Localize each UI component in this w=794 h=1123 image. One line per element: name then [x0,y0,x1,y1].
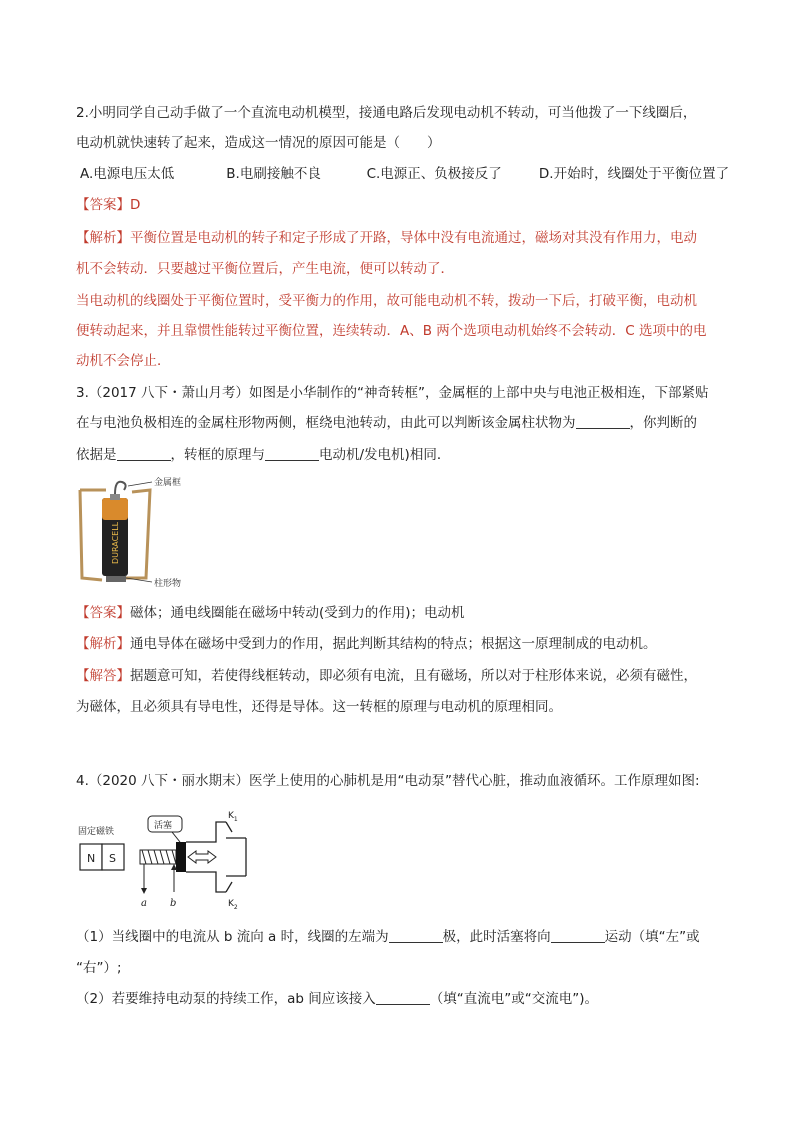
q3-stem-line1: 3.（2017 八下・萧山月考）如图是小华制作的“神奇转框”，金属框的上部中央与电池正极相连，下部紧贴 [76,385,709,401]
q3-solution-text: 据题意可知，若使得线框转动，即必须有电流，且有磁场，所以对于柱形体来说，必须有磁性， [130,668,697,684]
q4-sub1-line1 [76,922,726,952]
cylinder-label: 柱形物 [154,579,182,589]
q2-analysis-line3: 当电动机的线圈处于平衡位置时，受平衡力的作用，故可能电动机不转，拨动一下后，打破平衡，电动机 [76,293,697,309]
q3-stem-line2 [76,408,726,438]
q2-option-c: C.电源正、负极接反了 [366,166,502,182]
q2-analysis-line4: 便转动起来，并且靠惯性能转过平衡位置，连续转动．A、B 两个选项电动机始终不会转动．C 选项中的电 [76,323,707,339]
q3-blank-3[interactable] [265,446,319,461]
q2-answer-value: D [130,197,141,213]
solution-tag: 【解答】 [76,668,130,684]
piston-label: 活塞 [154,821,173,831]
analysis-tag: 【解析】 [76,636,130,652]
q4-sub2 [76,984,726,1014]
q2-option-a: A.电源电压太低 [80,166,175,182]
frame-label: 金属框 [154,478,182,488]
q2-answer [76,190,726,220]
q3-analysis-text: 通电导体在磁场中受到力的作用，据此判断其结构的特点；根据这一原理制成的电动机。 [130,636,657,652]
q4-sub1-text: 运动（填“左”或 [604,929,700,945]
q4-sub1-text: 极，此时活塞将向 [442,929,551,945]
q2-option-d: D.开始时，线圈处于平衡位置了 [538,166,730,182]
q4-blank-1[interactable] [389,928,443,943]
q4-sub1-text: （1）当线圈中的电流从 b 流向 a 时，线圈的左端为 [76,929,389,945]
analysis-tag: 【解析】 [76,230,130,246]
q2-analysis-text1: 平衡位置是电动机的转子和定子形成了开路，导体中没有电流通过，磁场对其没有作用力，电动 [130,230,697,246]
q4-sub1-line2: “右”）; [76,960,122,976]
q4-blank-3[interactable] [376,990,430,1005]
valve-k2-label: $K_2$ [228,899,238,911]
q2-analysis-line2: 机不会转动．只要越过平衡位置后，产生电流，便可以转动了． [76,261,454,277]
q3-analysis [76,629,726,659]
q4-figure-electric-pump [76,808,256,912]
q4-stem-line1: 4.（2020 八下・丽水期末）医学上使用的心肺机是用“电动泵”替代心脏，推动血液循环。工作原理如图: [76,773,700,789]
q2-stem-line2: 电动机就快速转了起来，造成这一情况的原因可能是（ ） [76,135,441,151]
q2-options [80,162,729,186]
answer-tag: 【答案】 [76,197,130,213]
q4-sub2-text: （2）若要维持电动泵的持续工作，ab 间应该接入 [76,991,376,1007]
q3-stem-text: 依据是 [76,447,117,463]
q3-solution-line1 [76,661,726,691]
q2-stem-line1: 2.小明同学自己动手做了一个直流电动机模型，接通电路后发现电动机不转动，可当他拨了一下线圈后， [76,105,697,121]
q3-blank-1[interactable] [576,414,630,429]
q4-sub2-text: （填“直流电”或“交流电”)。 [429,991,598,1007]
q3-stem-line3 [76,440,726,470]
q3-stem-text: 电动机/发电机)相同． [319,447,451,463]
battery-label: DURACELL [111,521,120,564]
magnet-s-pole: S [109,852,116,865]
valve-k1-label: $K_1$ [228,811,238,823]
q3-stem-text: ，转框的原理与 [170,447,265,463]
q3-stem-text: ，你判断的 [629,415,697,431]
answer-tag: 【答案】 [76,605,130,621]
q2-option-b: B.电刷接触不良 [226,166,321,182]
q4-blank-2[interactable] [551,928,605,943]
q3-solution-line2: 为磁体，且必须具有导电性，还得是导体。这一转框的原理与电动机的原理相同。 [76,699,562,715]
q2-analysis-line1 [76,223,726,253]
magnet-label: 固定磁铁 [78,827,115,837]
q3-answer-value: 磁体；通电线圈能在磁场中转动(受到力的作用)；电动机 [130,605,465,621]
q3-stem-text: 在与电池负极相连的金属柱形物两侧，框绕电池转动，由此可以判断该金属柱状物为 [76,415,576,431]
magnet-n-pole: N [87,852,96,865]
terminal-b-label: b [170,898,177,909]
q2-analysis-line5: 动机不会停止． [76,353,171,369]
terminal-a-label: a [141,898,147,909]
q3-blank-2[interactable] [117,446,171,461]
q3-figure-spinning-frame [72,474,192,590]
q3-answer [76,598,726,628]
